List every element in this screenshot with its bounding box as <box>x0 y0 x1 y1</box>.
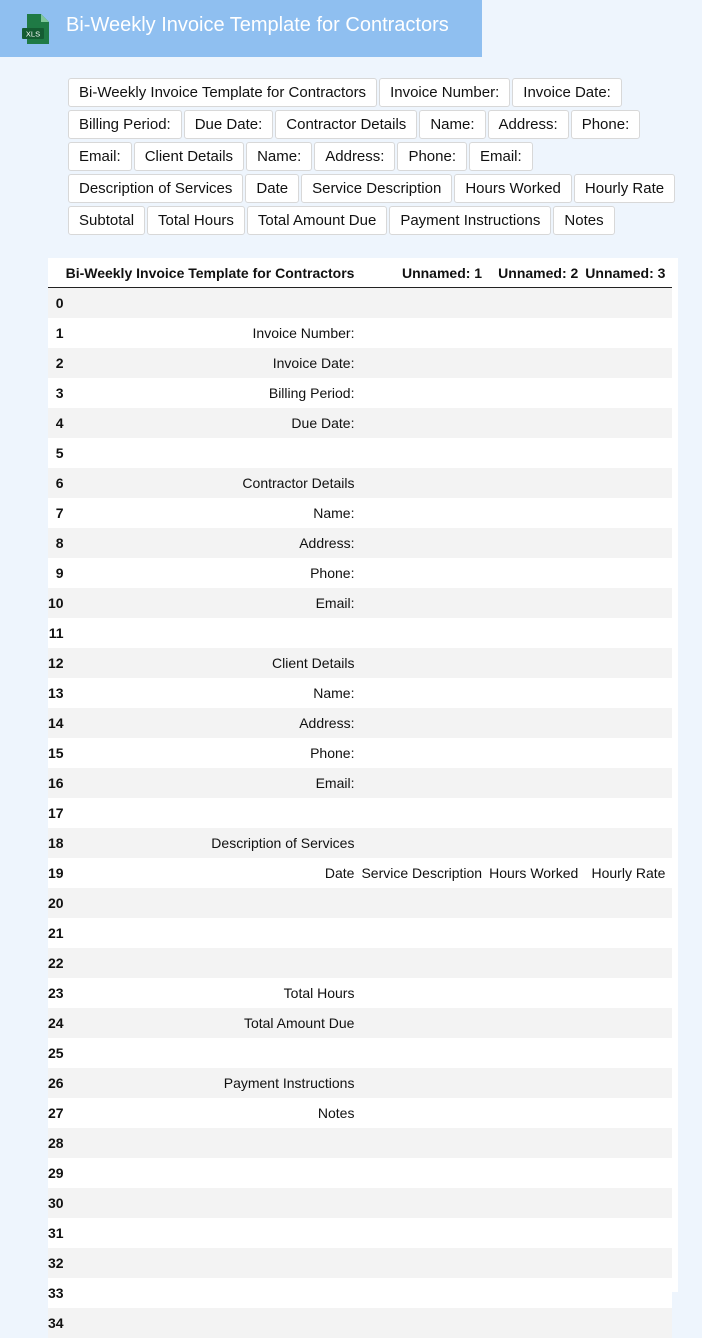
table-row <box>48 978 672 1008</box>
table-cell <box>489 798 585 828</box>
table-row <box>48 768 672 798</box>
table-cell <box>489 648 585 678</box>
table-cell <box>489 708 585 738</box>
table-cell <box>585 618 672 648</box>
table-cell <box>585 1068 672 1098</box>
table-cell <box>361 1038 489 1068</box>
table-cell <box>585 318 672 348</box>
table-cell: Name: <box>66 678 362 708</box>
table-row <box>48 318 672 348</box>
row-index: 7 <box>48 498 66 528</box>
table-cell <box>489 1128 585 1158</box>
column-header[interactable]: Unnamed: 2 <box>489 258 585 288</box>
table-cell <box>489 768 585 798</box>
table-cell <box>361 738 489 768</box>
column-chip[interactable]: Name: <box>246 142 312 171</box>
table-cell <box>489 1278 585 1308</box>
table-cell <box>361 378 489 408</box>
table-cell <box>489 408 585 438</box>
table-row <box>48 1068 672 1098</box>
content-panel <box>0 57 702 1292</box>
table-cell <box>489 468 585 498</box>
row-index: 19 <box>48 858 66 888</box>
table-cell <box>489 378 585 408</box>
table-cell <box>361 978 489 1008</box>
table-cell <box>585 1278 672 1308</box>
table-cell: Notes <box>66 1098 362 1128</box>
table-cell <box>489 678 585 708</box>
table-cell <box>361 888 489 918</box>
table-cell: Total Amount Due <box>66 1008 362 1038</box>
table-cell <box>585 528 672 558</box>
row-index: 12 <box>48 648 66 678</box>
table-cell <box>489 1218 585 1248</box>
table-cell: Total Hours <box>66 978 362 1008</box>
table-cell <box>489 1158 585 1188</box>
table-cell: Billing Period: <box>66 378 362 408</box>
table-cell: Phone: <box>66 738 362 768</box>
table-cell <box>361 918 489 948</box>
column-chip[interactable]: Payment Instructions <box>389 206 551 235</box>
table-cell <box>585 288 672 319</box>
table-cell <box>585 378 672 408</box>
column-chip[interactable]: Hourly Rate <box>574 174 675 203</box>
table-cell <box>585 1128 672 1158</box>
table-cell <box>66 918 362 948</box>
row-index: 0 <box>48 288 66 319</box>
table-row <box>48 378 672 408</box>
table-cell <box>361 648 489 678</box>
table-row <box>48 678 672 708</box>
table-cell <box>489 348 585 378</box>
table-cell <box>361 438 489 468</box>
table-row <box>48 1248 672 1278</box>
table-row <box>48 438 672 468</box>
table-cell <box>585 1098 672 1128</box>
column-chip[interactable]: Total Amount Due <box>247 206 387 235</box>
column-chip[interactable]: Address: <box>488 110 569 139</box>
column-chip[interactable]: Client Details <box>134 142 244 171</box>
table-row <box>48 1128 672 1158</box>
table-cell <box>585 348 672 378</box>
row-index: 15 <box>48 738 66 768</box>
table-cell <box>489 558 585 588</box>
table-cell <box>489 918 585 948</box>
row-index: 27 <box>48 1098 66 1128</box>
table-cell <box>489 978 585 1008</box>
column-header[interactable]: Bi-Weekly Invoice Template for Contractors <box>66 258 362 288</box>
column-chip[interactable]: Email: <box>68 142 132 171</box>
table-cell <box>585 948 672 978</box>
table-cell: Due Date: <box>66 408 362 438</box>
table-cell: Service Description <box>361 858 489 888</box>
column-chip[interactable]: Billing Period: <box>68 110 182 139</box>
table-row <box>48 708 672 738</box>
table-cell <box>489 318 585 348</box>
table-cell <box>489 528 585 558</box>
table-row <box>48 498 672 528</box>
table-row <box>48 948 672 978</box>
table-row <box>48 1188 672 1218</box>
row-index: 18 <box>48 828 66 858</box>
table-cell: Description of Services <box>66 828 362 858</box>
table-cell <box>361 1188 489 1218</box>
table-cell: Hours Worked <box>489 858 585 888</box>
table-row <box>48 558 672 588</box>
table-row <box>48 1278 672 1308</box>
table-cell <box>585 498 672 528</box>
table-cell <box>585 738 672 768</box>
column-chip[interactable]: Subtotal <box>68 206 145 235</box>
row-index: 14 <box>48 708 66 738</box>
table-cell <box>489 948 585 978</box>
column-chip[interactable]: Contractor Details <box>275 110 417 139</box>
table-cell <box>66 1308 362 1338</box>
row-index: 4 <box>48 408 66 438</box>
table-row <box>48 408 672 438</box>
table-row <box>48 1098 672 1128</box>
table-cell <box>489 588 585 618</box>
table-cell <box>585 1008 672 1038</box>
table-cell <box>585 828 672 858</box>
column-chip[interactable]: Phone: <box>397 142 467 171</box>
row-index: 33 <box>48 1278 66 1308</box>
table-cell <box>585 468 672 498</box>
title-bar <box>0 0 482 57</box>
table-cell <box>66 1248 362 1278</box>
table-cell <box>361 1008 489 1038</box>
table-cell <box>361 1068 489 1098</box>
table-cell <box>489 1188 585 1218</box>
table-cell <box>361 1248 489 1278</box>
table-cell <box>66 1128 362 1158</box>
table-cell: Name: <box>66 498 362 528</box>
table-cell <box>66 1188 362 1218</box>
row-index: 26 <box>48 1068 66 1098</box>
table-cell: Address: <box>66 708 362 738</box>
table-cell <box>489 288 585 319</box>
table-cell <box>361 348 489 378</box>
excel-file-icon <box>21 13 51 45</box>
table-cell <box>361 948 489 978</box>
column-chip[interactable]: Phone: <box>571 110 641 139</box>
table-cell <box>361 528 489 558</box>
row-index: 10 <box>48 588 66 618</box>
column-chip[interactable]: Email: <box>469 142 533 171</box>
row-index: 11 <box>48 618 66 648</box>
table-cell <box>361 1128 489 1158</box>
table-cell <box>361 618 489 648</box>
row-index: 25 <box>48 1038 66 1068</box>
table-cell <box>585 588 672 618</box>
row-index: 24 <box>48 1008 66 1038</box>
table-cell: Contractor Details <box>66 468 362 498</box>
column-chip[interactable]: Notes <box>553 206 614 235</box>
row-index: 2 <box>48 348 66 378</box>
table-cell <box>489 738 585 768</box>
column-chip[interactable]: Name: <box>419 110 485 139</box>
table-row <box>48 738 672 768</box>
table-cell <box>361 1218 489 1248</box>
row-index: 21 <box>48 918 66 948</box>
table-cell <box>361 798 489 828</box>
table-row <box>48 1218 672 1248</box>
table-cell <box>66 1218 362 1248</box>
table-cell <box>361 468 489 498</box>
row-index: 23 <box>48 978 66 1008</box>
table-cell <box>66 288 362 319</box>
table-cell: Email: <box>66 588 362 618</box>
table-cell: Hourly Rate <box>585 858 672 888</box>
table-cell <box>66 888 362 918</box>
table-cell <box>489 1068 585 1098</box>
table-row <box>48 588 672 618</box>
table-row <box>48 828 672 858</box>
row-index: 16 <box>48 768 66 798</box>
table-cell <box>489 1038 585 1068</box>
table-cell <box>585 678 672 708</box>
row-index: 1 <box>48 318 66 348</box>
table-cell <box>489 1098 585 1128</box>
row-index: 8 <box>48 528 66 558</box>
table-cell <box>489 438 585 468</box>
table-cell: Address: <box>66 528 362 558</box>
table-cell <box>361 1158 489 1188</box>
table-cell <box>585 768 672 798</box>
table-cell <box>585 1038 672 1068</box>
row-index: 6 <box>48 468 66 498</box>
table-cell <box>585 978 672 1008</box>
table-cell <box>585 408 672 438</box>
column-chip[interactable]: Invoice Number: <box>379 78 510 107</box>
table-cell <box>361 498 489 528</box>
table-row <box>48 288 672 319</box>
table-cell <box>66 1278 362 1308</box>
table-cell <box>361 558 489 588</box>
table-cell <box>489 1008 585 1038</box>
table-cell <box>489 828 585 858</box>
page-title: Bi-Weekly Invoice Template for Contractors <box>66 14 449 37</box>
table-cell <box>361 588 489 618</box>
column-chip[interactable]: Description of Services <box>68 174 243 203</box>
table-row <box>48 468 672 498</box>
table-cell <box>585 1158 672 1188</box>
row-index: 32 <box>48 1248 66 1278</box>
table-row <box>48 888 672 918</box>
excel-icon-label: XLS <box>26 30 40 39</box>
table-row <box>48 1038 672 1068</box>
table-cell <box>585 438 672 468</box>
data-table <box>48 258 672 1338</box>
row-index: 3 <box>48 378 66 408</box>
table-cell: Invoice Number: <box>66 318 362 348</box>
row-index: 28 <box>48 1128 66 1158</box>
column-chip[interactable]: Bi-Weekly Invoice Template for Contractors <box>68 78 377 107</box>
table-cell <box>361 288 489 319</box>
table-row <box>48 798 672 828</box>
table-cell <box>489 1248 585 1278</box>
table-cell <box>585 1308 672 1338</box>
table-body <box>48 288 672 1338</box>
row-index: 13 <box>48 678 66 708</box>
row-index: 31 <box>48 1218 66 1248</box>
table-row <box>48 1308 672 1338</box>
table-cell <box>361 318 489 348</box>
column-chip[interactable]: Invoice Date: <box>512 78 622 107</box>
table-cell <box>489 1308 585 1338</box>
table-row <box>48 648 672 678</box>
table-cell: Date <box>66 858 362 888</box>
table-cell: Invoice Date: <box>66 348 362 378</box>
table-cell <box>585 558 672 588</box>
spreadsheet-preview[interactable] <box>68 258 678 1292</box>
table-cell <box>361 1308 489 1338</box>
table-cell <box>489 888 585 918</box>
table-cell <box>489 618 585 648</box>
column-chip[interactable]: Total Hours <box>147 206 245 235</box>
table-cell <box>361 1278 489 1308</box>
row-index: 5 <box>48 438 66 468</box>
table-cell <box>489 498 585 528</box>
table-cell <box>66 1038 362 1068</box>
table-cell <box>66 438 362 468</box>
table-cell <box>585 708 672 738</box>
table-cell: Client Details <box>66 648 362 678</box>
table-row <box>48 918 672 948</box>
column-header[interactable]: Unnamed: 1 <box>361 258 489 288</box>
row-index: 17 <box>48 798 66 828</box>
row-index: 30 <box>48 1188 66 1218</box>
row-index: 20 <box>48 888 66 918</box>
table-cell <box>585 1218 672 1248</box>
table-cell <box>585 918 672 948</box>
column-header[interactable]: Unnamed: 3 <box>585 258 672 288</box>
table-cell <box>66 948 362 978</box>
table-header-row <box>48 258 672 288</box>
table-cell <box>361 768 489 798</box>
table-cell <box>585 648 672 678</box>
table-cell <box>66 1158 362 1188</box>
table-cell <box>585 1248 672 1278</box>
table-cell <box>585 798 672 828</box>
table-row <box>48 858 672 888</box>
column-chip[interactable]: Hours Worked <box>454 174 572 203</box>
column-chip[interactable]: Due Date: <box>184 110 274 139</box>
table-cell <box>361 828 489 858</box>
table-row <box>48 348 672 378</box>
table-cell: Phone: <box>66 558 362 588</box>
table-cell <box>585 1188 672 1218</box>
row-index: 34 <box>48 1308 66 1338</box>
table-cell: Email: <box>66 768 362 798</box>
table-cell <box>585 888 672 918</box>
column-chip[interactable]: Service Description <box>301 174 452 203</box>
table-cell <box>361 708 489 738</box>
table-cell <box>361 408 489 438</box>
row-index: 9 <box>48 558 66 588</box>
table-cell <box>361 1098 489 1128</box>
column-chip[interactable]: Date <box>245 174 299 203</box>
column-chip[interactable]: Address: <box>314 142 395 171</box>
index-header <box>48 258 66 288</box>
table-cell <box>66 618 362 648</box>
table-row <box>48 1158 672 1188</box>
table-row <box>48 1008 672 1038</box>
table-row <box>48 618 672 648</box>
table-row <box>48 528 672 558</box>
column-chip-list <box>68 78 702 235</box>
table-cell <box>361 678 489 708</box>
table-cell: Payment Instructions <box>66 1068 362 1098</box>
table-cell <box>66 798 362 828</box>
row-index: 22 <box>48 948 66 978</box>
row-index: 29 <box>48 1158 66 1188</box>
